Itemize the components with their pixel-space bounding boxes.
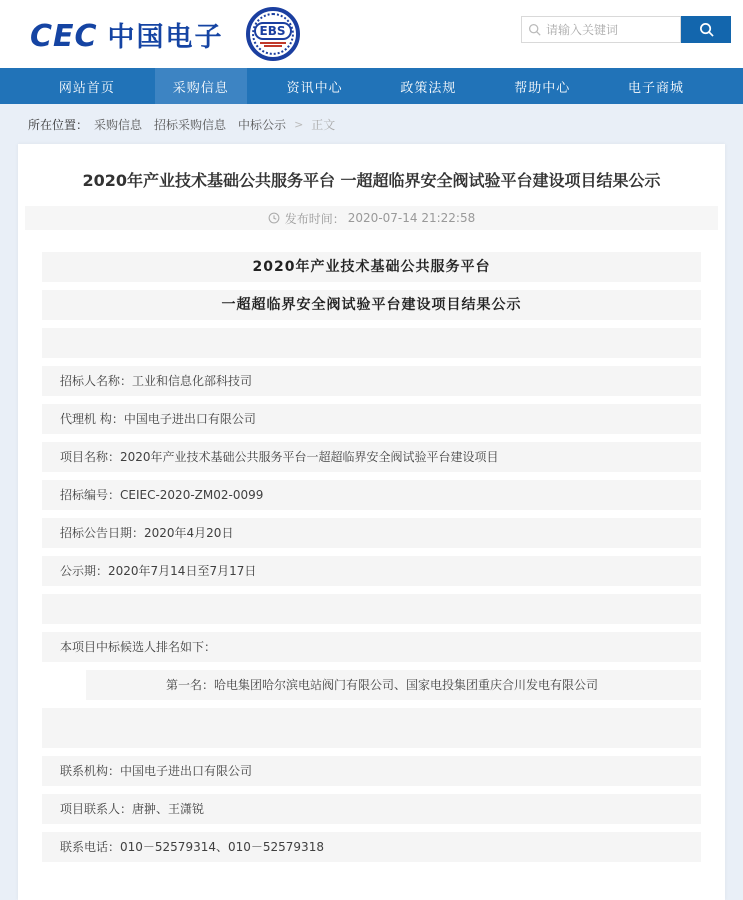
field-bid-number: 招标编号：CEIEC-2020-ZM02-0099 — [42, 480, 701, 510]
nav-item-home[interactable]: 网站首页 — [58, 80, 115, 96]
site-header — [0, 0, 743, 68]
nav-item-policies[interactable]: 政策法规 — [400, 80, 457, 96]
search-icon — [528, 23, 541, 36]
field-tenderer-name: 招标人名称：工业和信息化部科技司 — [42, 366, 701, 396]
chevron-right-icon: > — [294, 117, 304, 131]
field-project-name: 项目名称：2020年产业技术基础公共服务平台一超超临界安全阀试验平台建设项目 — [42, 442, 701, 472]
search-button[interactable] — [681, 16, 731, 43]
field-announcement-date: 招标公告日期：2020年4月20日 — [42, 518, 701, 548]
ebs-badge-subline — [260, 42, 286, 44]
field-contact-person: 项目联系人：唐翀、王潇锐 — [42, 794, 701, 824]
search-area — [521, 16, 731, 43]
nav-item-e-mall[interactable]: 电子商城 — [628, 80, 685, 96]
field-candidates-intro: 本项目中标候选人排名如下： — [42, 632, 701, 662]
article-card — [18, 144, 725, 900]
field-publicity-period: 公示期：2020年7月14日至7月17日 — [42, 556, 701, 586]
nav-item-procurement-info[interactable]: 采购信息 — [155, 68, 247, 104]
clock-icon — [268, 212, 280, 224]
spacer-bar — [42, 594, 701, 624]
main-navigation — [0, 68, 743, 104]
article-body — [42, 252, 701, 862]
breadcrumb-item-bidding-info[interactable]: 招标采购信息 — [154, 117, 227, 132]
search-input[interactable] — [546, 23, 674, 37]
breadcrumb-current: 正文 — [311, 117, 336, 132]
article-heading-line1: 2020年产业技术基础公共服务平台 — [42, 252, 701, 282]
search-button-icon — [699, 22, 714, 37]
logo-link[interactable] — [30, 15, 224, 54]
nav-item-help-center[interactable]: 帮助中心 — [514, 80, 571, 96]
page-title: 2020年产业技术基础公共服务平台 一超超临界安全阀试验平台建设项目结果公示 — [82, 171, 661, 190]
spacer-bar — [42, 708, 701, 748]
field-first-place-winner: 第一名：哈电集团哈尔滨电站阀门有限公司、国家电投集团重庆合川发电有限公司 — [86, 670, 701, 700]
cec-logo-chinese-text: 中国电子 — [107, 21, 224, 53]
cec-logo-text: CEC — [30, 18, 98, 54]
breadcrumb-label: 所在位置： — [28, 117, 89, 132]
field-agency: 代理机 构：中国电子进出口有限公司 — [42, 404, 701, 434]
nav-item-news-center[interactable]: 资讯中心 — [286, 80, 343, 96]
search-box — [521, 16, 681, 43]
breadcrumb — [0, 104, 743, 144]
article-heading-line2: 一超超临界安全阀试验平台建设项目结果公示 — [42, 290, 701, 320]
breadcrumb-item-award-notice[interactable]: 中标公示 — [238, 117, 287, 132]
ebs-badge-logo — [246, 7, 300, 61]
publish-time-value: 2020-07-14 21:22:58 — [347, 211, 476, 225]
breadcrumb-item-procurement[interactable]: 采购信息 — [94, 117, 143, 132]
publish-time-band — [25, 206, 718, 230]
field-contact-phone: 联系电话：010－52579314、010－52579318 — [42, 832, 701, 862]
ebs-badge-subline2 — [264, 45, 282, 47]
field-contact-agency: 联系机构：中国电子进出口有限公司 — [42, 756, 701, 786]
spacer-bar — [42, 328, 701, 358]
ebs-badge-text: EBS — [254, 22, 292, 40]
publish-time-label: 发布时间： — [284, 211, 345, 226]
